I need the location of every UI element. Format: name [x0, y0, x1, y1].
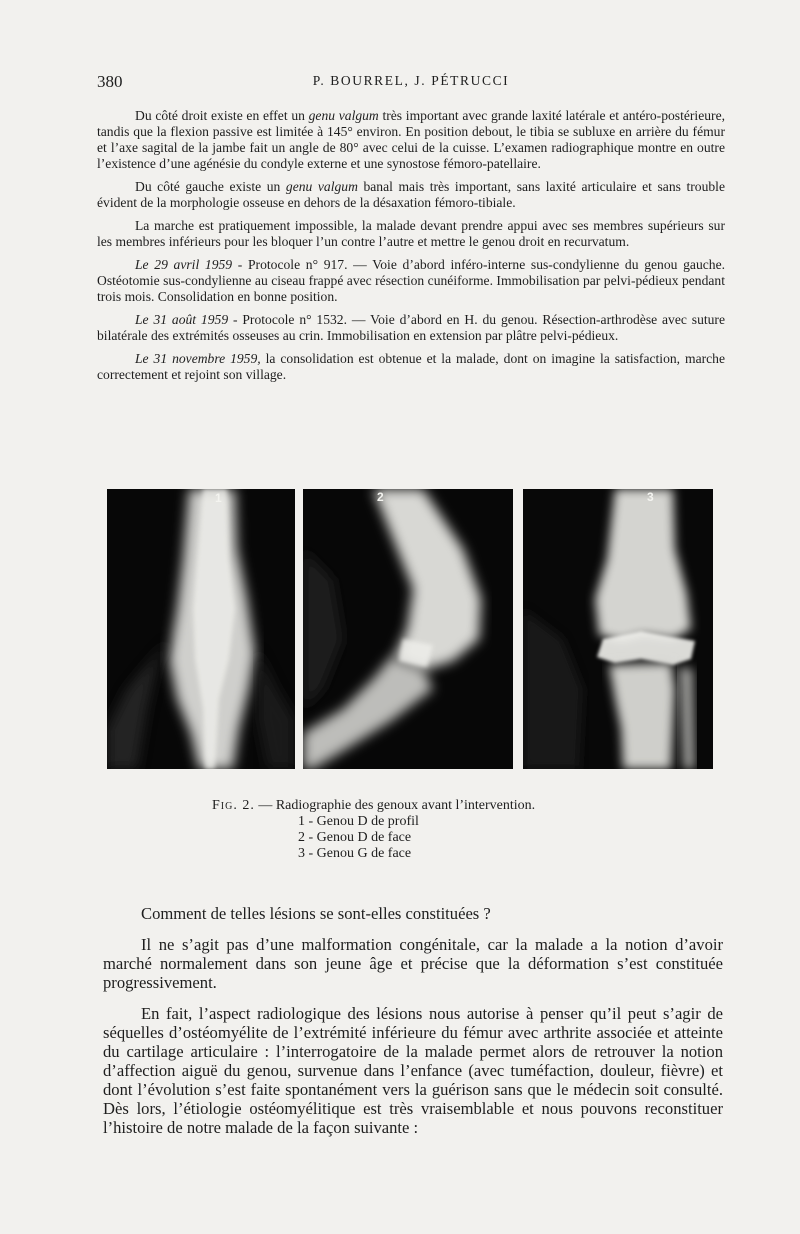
case-paragraph: [97, 108, 725, 172]
paragraph-text: banal mais très important, sans laxité articulaire et sans trouble évident de la morphologie osseuse en dehors de la désaxation fémoro-tibiale.: [97, 179, 725, 210]
caption-title: [212, 798, 672, 814]
radiograph-number-label: 1: [215, 491, 222, 505]
paragraph-text: La marche est pratiquement impossible, la malade devant prendre appui avec ses membres supérieurs sur les membres inférieurs pour les bloquer l’un contre l’autre et mettre le genou droit en recurvatum.: [97, 218, 725, 249]
radiograph-number-label: 3: [647, 490, 654, 504]
page-header: [97, 72, 725, 92]
italic-text: genu valgum: [285, 179, 358, 194]
discussion-paragraph: Comment de telles lésions se sont-elles constituées ?: [141, 904, 491, 923]
discussion-paragraph: Il ne s’agit pas d’une malformation congénitale, car la malade a la notion d’avoir marché normalement dans son jeune âge et précise que la déformation s’est constituée progressivement.: [103, 935, 723, 992]
radiograph-2-knee-face: [303, 489, 513, 769]
paragraph-text: Du côté gauche existe un: [135, 179, 286, 194]
caption-item: 1 - Genou D de profil: [298, 814, 419, 829]
italic-text: Le 29 avril 1959: [135, 257, 233, 272]
page-number: 380: [97, 72, 123, 91]
discussion-text: [103, 904, 723, 1149]
radiograph-number-label: 2: [377, 490, 384, 504]
discussion-paragraph: En fait, l’aspect radiologique des lésions nous autorise à penser qu’il peut s’agir de séquelles d’ostéomyélite de l’extrémité inférieure du fémur avec arthrite associée et atteinte du cartilage articulaire : l’interrogatoire de la malade permet alors de retrouver la notion d’affection aiguë du genou, survenue dans l’enfance (avec tuméfaction, douleur, fièvre) et dont l’évolution s’est faite spontanément vers la guérison sans que le médecin soit consulté. Dès lors, l’étiologie ostéomyélitique est très vraisemblable et nous pouvons reconstituer l’histoire de notre malade de la façon suivante :: [103, 1004, 723, 1137]
figure-caption: [212, 798, 672, 862]
italic-text: Le 31 août 1959: [135, 312, 229, 327]
italic-text: Le 31 novembre 1959,: [135, 351, 261, 366]
case-paragraph: [97, 312, 725, 344]
caption-title-text: — Radiographie des genoux avant l’intervention.: [254, 798, 536, 813]
case-report-text: [97, 108, 725, 390]
case-paragraph: [97, 179, 725, 211]
italic-text: genu valgum: [308, 108, 379, 123]
paragraph-text: très important avec grande laxité latérale et antéro-postérieure, tandis que la flexion passive est limitée à 145° environ. En position debout, le tibia se subluxe en arrière du fémur et l’axe sagital de la jambe fait un angle de 80° avec celui de la cuisse. L’examen radiographique montre en outre l’existence d’une agénésie du condyle externe et une synostose fémoro-patellaire.: [97, 108, 725, 171]
caption-figure-label: Fig. 2.: [212, 798, 255, 813]
radiograph-1-knee-profile: [107, 489, 295, 769]
paragraph-text: - Protocole n° 917. — Voie d’abord inféro-interne sus-condylienne du genou gauche. Ostéotomie sus-condylienne au ciseau frappé avec résection cunéiforme. Immobilisation par pelvi-pédieux pendant trois mois. Consolidation en bonne position.: [97, 257, 726, 304]
running-head-authors: P. BOURREL, J. PÉTRUCCI: [312, 73, 510, 88]
paragraph-text: la consolidation est obtenue et la malade, dont on imagine la satisfaction, marche correctement et rejoint son village.: [97, 351, 725, 382]
figure-2-radiographs: [107, 489, 713, 769]
caption-item-list: [298, 814, 672, 862]
paragraph-text: Du côté droit existe en effet un: [135, 108, 309, 123]
caption-item: 3 - Genou G de face: [298, 846, 412, 861]
case-paragraph: [97, 257, 725, 305]
paragraph-text: - Protocole n° 1532. — Voie d’abord en H. du genou. Résection-arthrodèse avec suture bilatérale des extrémités osseuses au crin. Immobilisation en extension par plâtre pelvi-pédieux.: [97, 312, 725, 343]
radiograph-3-left-knee-face: [523, 489, 713, 769]
case-paragraph: [97, 218, 725, 250]
caption-item: 2 - Genou D de face: [298, 830, 412, 845]
case-paragraph: [97, 351, 725, 383]
